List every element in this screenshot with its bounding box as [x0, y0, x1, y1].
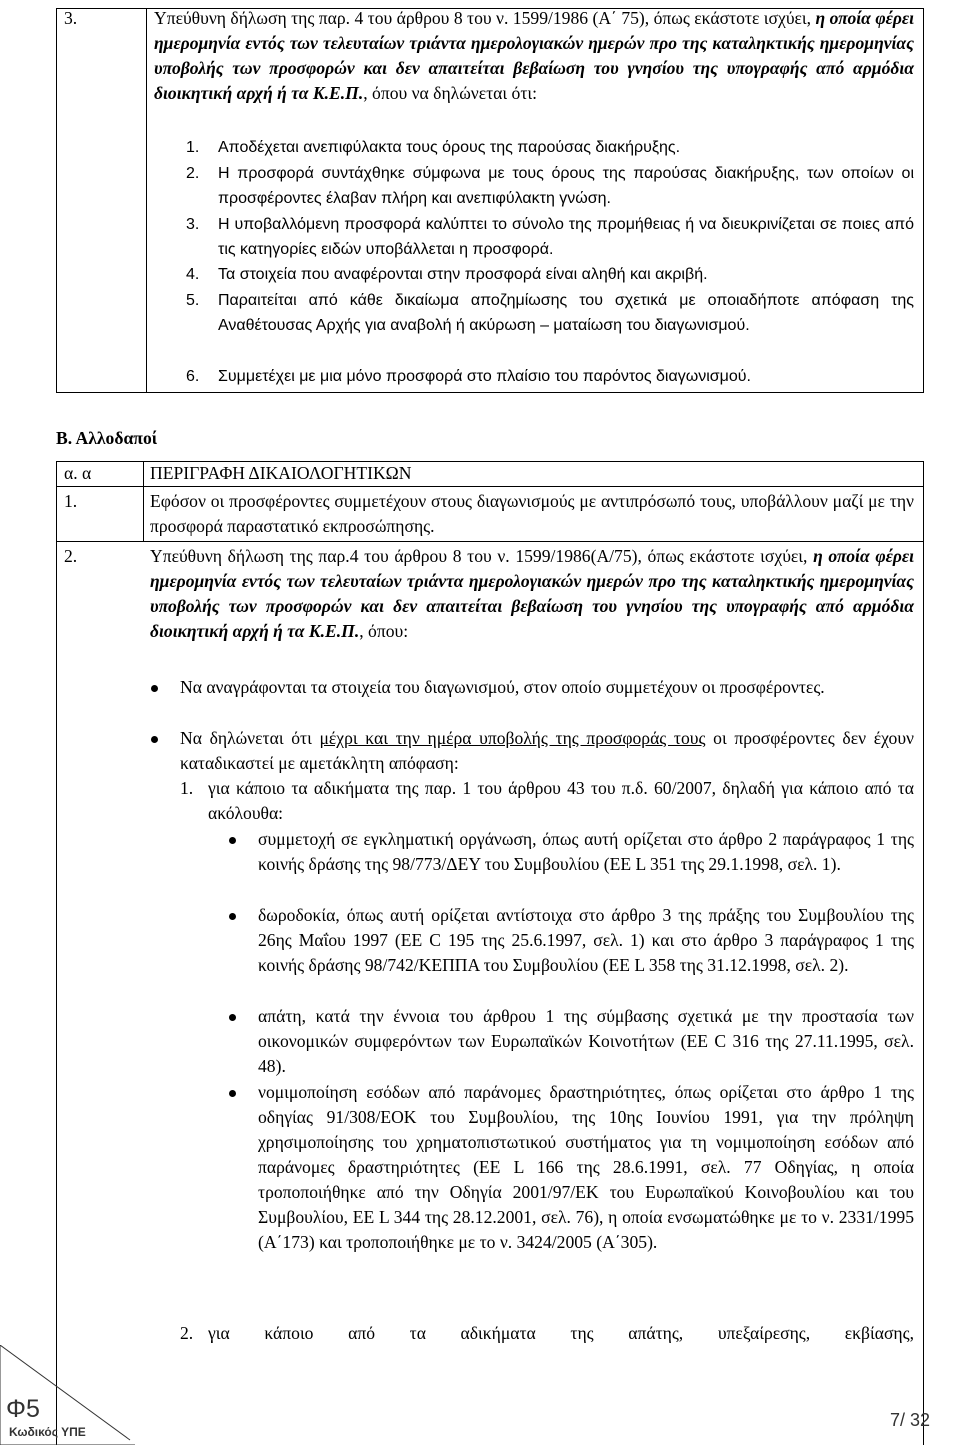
row2-tail: , όπου:	[359, 621, 409, 641]
bullet-text: δωροδοκία, όπως αυτή ορίζεται αντίστοιχα στο άρθρο 3 της πράξης του Συμβουλίου της 26ης Μαΐου 1997 (ΕΕ C 195 της 25.6.1997, σελ. 1) και στο άρθρο 3 παράγραφος 1 της κοινής δράσης 98/742/ΚΕΠΠΑ του Συμβουλίου (ΕΕ L 358 της 31.12.1998, σελ. 2).	[258, 905, 914, 975]
bullet-dot	[151, 685, 158, 692]
row-number: 2.	[64, 546, 78, 566]
header-number: α. α	[64, 463, 92, 483]
bullet-text: συμμετοχή σε εγκληματική οργάνωση, όπως αυτή ορίζεται στο άρθρο 2 παράγραφος 1 της κοινής δράσης της 98/773/ΔΕΥ του Συμβουλίου (ΕΕ L 351 της 29.1.1998, σελ. 1).	[258, 829, 914, 874]
list-item: Παραιτείται από κάθε δικαίωμα αποζημίωσης του σχετικά με οποιαδήποτε απόφαση της Αναθέτουσας Αρχής για αναβολή ή ακύρωση – ματαίωση του διαγωνισμού.	[218, 292, 914, 334]
table-border-right	[923, 8, 924, 393]
intro-plain: Υπεύθυνη δήλωση της παρ. 4 του άρθρου 8 του ν. 1599/1986 (Α΄ 75), όπως εκάστοτε ισχύει,	[154, 8, 812, 28]
bullet-dot	[229, 913, 236, 920]
table-row-divider	[56, 541, 924, 542]
sub-number: 1.	[180, 778, 194, 798]
bullet-dot	[229, 1090, 236, 1097]
row-text: Εφόσον οι προσφέροντες συμμετέχουν στους διαγωνισμούς με αντιπρόσωπό τους, υποβάλλουν μαζί με την προσφορά παραστατικό εκπροσώπησης.	[150, 491, 914, 536]
item-number: 4.	[186, 266, 200, 283]
list-item: Η υποβαλλόμενη προσφορά καλύπτει το σύνολο της προμήθειας ή να διευκρινίζεται σε ποιες από τις κατηγορίες ειδών υποβάλλεται η προσφορά.	[218, 216, 914, 258]
list-item: Αποδέχεται ανεπιφύλακτα τους όρους της παρούσας διακήρυξης.	[218, 139, 681, 156]
bullet2-underlined: μέχρι και την ημέρα υποβολής της προσφοράς τους	[319, 728, 706, 748]
section-title: Β. Αλλοδαποί	[56, 428, 158, 448]
row2-bold: η οποία φέρει ημερομηνία εντός των τελευταίων τριάντα ημερολογιακών ημερών προ της καταληκτικής ημερομηνίας υποβολής των προσφορών και δεν απαιτείται βεβαίωση του γνησίου της υπογραφής από αρμόδια διοικητική αρχή ή τα Κ.Ε.Π.	[150, 546, 914, 641]
page-number: 7/ 32	[890, 1410, 931, 1430]
list-item: Τα στοιχεία που αναφέρονται στην προσφορά είναι αληθή και ακριβή.	[218, 266, 708, 283]
sub-text: για κάποιο από τα αδικήματα της απάτης, υπεξαίρεσης, εκβίασης,	[208, 1323, 914, 1343]
form-label: Κωδικός ΥΠΕ	[9, 1425, 86, 1439]
sub-number: 2.	[180, 1323, 194, 1343]
intro-tail: , όπου να δηλώνεται ότι:	[363, 83, 538, 103]
table-border-bottom	[56, 392, 924, 393]
table-border-left	[56, 461, 57, 1445]
form-code: Φ5	[6, 1395, 40, 1423]
item-number: 6.	[186, 368, 200, 385]
item-number: 3.	[186, 216, 200, 233]
item-number: 2.	[186, 165, 200, 182]
header-title: ΠΕΡΙΓΡΑΦΗ ΔΙΚΑΙΟΛΟΓΗΤΙΚΩΝ	[150, 463, 412, 483]
row-number: 1.	[64, 491, 78, 511]
table-border-right	[923, 461, 924, 1445]
item-number: 5.	[186, 292, 200, 309]
table-border-left	[56, 8, 57, 393]
table-row-divider	[56, 486, 924, 487]
bullet2-pre: Να δηλώνεται ότι	[180, 728, 312, 748]
table-column-divider	[143, 461, 144, 542]
bullet-text	[180, 726, 914, 776]
list-item: Η προσφορά συντάχθηκε σύμφωνα με τους όρους της παρούσας διακήρυξης, των οποίων οι προσφέροντες έλαβαν πλήρη και ανεπιφύλακτη γνώση.	[218, 165, 914, 207]
row-number: 3.	[64, 8, 78, 28]
row-text	[150, 544, 914, 644]
bullet-text: Να αναγράφονται τα στοιχεία του διαγωνισμού, στον οποίο συμμετέχουν οι προσφέροντες.	[180, 677, 825, 697]
list-item: Συμμετέχει με μια μόνο προσφορά στο πλαίσιο του παρόντος διαγωνισμού.	[218, 368, 751, 385]
bullet-dot	[229, 837, 236, 844]
sub-text: για κάποιο τα αδικήματα της παρ. 1 του άρθρου 43 του π.δ. 60/2007, δηλαδή για κάποιο από τα ακόλουθα:	[208, 778, 914, 823]
bullet-text: νομιμοποίηση εσόδων από παράνομες δραστηριότητες, όπως ορίζεται στο άρθρο 1 της οδηγίας 91/308/ΕΟΚ του Συμβουλίου, της 10ης Ιουνίου 1991, για την πρόληψη χρησιμοποίησης του χρηματοπιστωτικού συστήματος για τη νομιμοποίηση εσόδων από παράνομες δραστηριότητες (ΕΕ L 166 της 28.6.1991, σελ. 77 Οδηγίας, η οποία τροποποιήθηκε από την Οδηγία 2001/97/ΕΚ του Ευρωπαϊκού Κοινοβουλίου και του Συμβουλίου, ΕΕ L 344 της 28.12.2001, σελ. 76), η οποία ενσωματώθηκε με το ν. 2331/1995 (Α΄173) και τροποποιήθηκε με το ν. 3424/2005 (Α΄305).	[258, 1082, 914, 1252]
bullet-text: απάτη, κατά την έννοια του άρθρου 1 της σύμβασης σχετικά με την προστασία των οικονομικών συμφερόντων των Ευρωπαϊκών Κοινοτήτων (ΕΕ C 316 της 27.11.1995, σελ. 48).	[258, 1006, 914, 1076]
row2-plain: Υπεύθυνη δήλωση της παρ.4 του άρθρου 8 του ν. 1599/1986(Α/75), όπως εκάστοτε ισχύει,	[150, 546, 808, 566]
bullet-dot	[229, 1014, 236, 1021]
item-number: 1.	[186, 139, 200, 156]
bullet-dot	[151, 736, 158, 743]
declaration-intro	[154, 6, 914, 106]
bullet2-post: οι προσφέροντες δεν έχουν καταδικαστεί με αμετάκλητη απόφαση:	[180, 728, 914, 773]
intro-bold: η οποία φέρει ημερομηνία εντός των τελευταίων τριάντα ημερολογιακών ημερών προ της καταληκτικής ημερομηνίας υποβολής των προσφορών και δεν απαιτείται βεβαίωση του γνησίου της υπογραφής από αρμόδια διοικητική αρχή ή τα Κ.Ε.Π.	[154, 8, 914, 103]
table-column-divider	[146, 8, 147, 393]
